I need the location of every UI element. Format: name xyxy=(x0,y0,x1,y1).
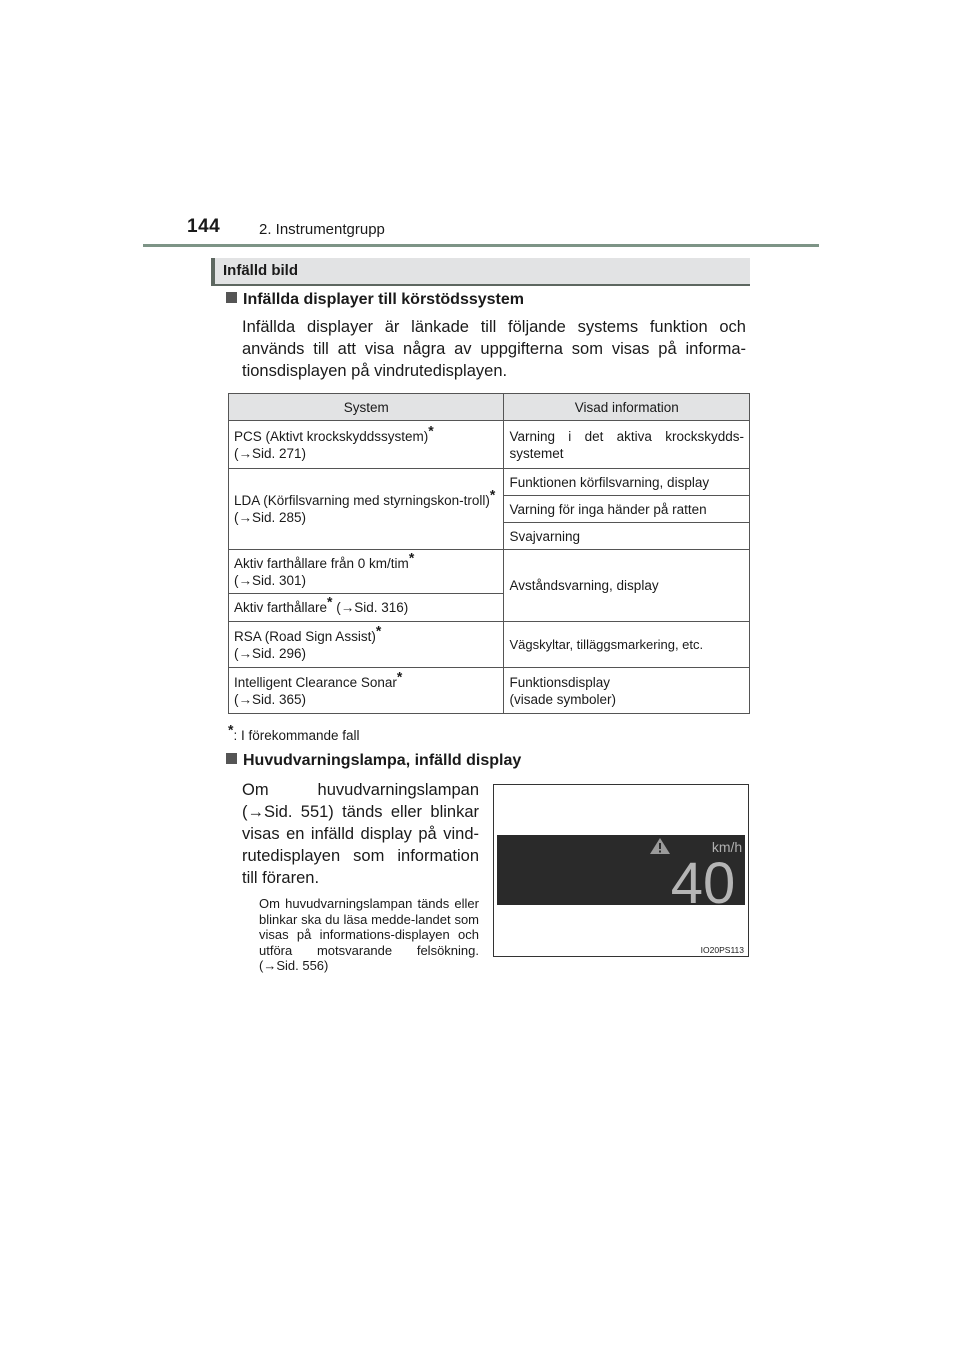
table-row xyxy=(229,668,750,714)
hud-figure xyxy=(493,784,749,957)
table-cell-info: Varning i det aktiva krockskydds-systemet xyxy=(504,421,750,469)
table-cell-system: RSA (Road Sign Assist)* (→Sid. 296) xyxy=(229,622,504,668)
table-row xyxy=(229,622,750,668)
square-bullet-icon xyxy=(226,292,237,303)
chapter-title: 2. Instrumentgrupp xyxy=(259,221,385,238)
table-cell-system: Aktiv farthållare från 0 km/tim* (→Sid. 301) xyxy=(229,550,504,594)
table-cell-info: Funktionen körfilsvarning, display xyxy=(504,469,750,496)
section-title: Infälld bild xyxy=(223,262,298,279)
master-warning-paragraph: Om huvudvarningslampan (→Sid. 551) tänds eller blinkar visas en infälld display på vind-rutedisplayen som information till föraren. xyxy=(242,781,479,887)
master-warning-note: Om huvudvarningslampan tänds eller blinkar ska du läsa medde-landet som visas på informations-displayen och utföra motsvarande felsökning. (→Sid. 556) xyxy=(259,896,479,973)
subsection-heading-1 xyxy=(226,291,524,309)
footnote: *: I förekommande fall xyxy=(228,721,360,743)
table-cell-system: Aktiv farthållare* (→Sid. 316) xyxy=(229,594,504,622)
table-cell-system: Intelligent Clearance Sonar* (→Sid. 365) xyxy=(229,668,504,714)
speed-unit: km/h xyxy=(711,839,743,855)
table-cell-info: Vägskyltar, tilläggsmarkering, etc. xyxy=(504,622,750,668)
table-header-row xyxy=(229,394,750,421)
hud-display-graphic xyxy=(497,835,745,905)
table-header-system: System xyxy=(229,394,504,421)
table-row xyxy=(229,469,750,496)
figure-code: IO20PS113 xyxy=(700,945,744,955)
table-cell-info: Varning för inga händer på ratten xyxy=(504,496,750,523)
page-number: 144 xyxy=(187,216,221,237)
table-row xyxy=(229,550,750,594)
subsection-heading-1-text: Infällda displayer till körstödssystem xyxy=(243,291,524,308)
table-cell-info: Avståndsvarning, display xyxy=(504,550,750,622)
table-header-info: Visad information xyxy=(504,394,750,421)
subsection-heading-2-text: Huvudvarningslampa, infälld display xyxy=(243,752,522,769)
header-rule xyxy=(143,244,819,247)
table-cell-info: Funktionsdisplay (visade symboler) xyxy=(504,668,750,714)
table-cell-info: Svajvarning xyxy=(504,523,750,550)
table-cell-system: PCS (Aktivt krockskyddssystem)* (→Sid. 271) xyxy=(229,421,504,469)
warning-triangle-icon xyxy=(650,838,670,854)
speed-value: 40 xyxy=(670,851,736,905)
table-row xyxy=(229,421,750,469)
intro-paragraph: Infällda displayer är länkade till följande systems funktion och används till att visa några av uppgifterna som visas på informa-tionsdisplayen på vindrutedisplayen. xyxy=(242,318,746,380)
hud-display xyxy=(497,835,745,905)
table-cell-system: LDA (Körfilsvarning med styrningskon-troll)* (→Sid. 285) xyxy=(229,469,504,550)
square-bullet-icon xyxy=(226,753,237,764)
subsection-heading-2 xyxy=(226,752,521,770)
info-table xyxy=(228,393,750,714)
section-accent xyxy=(211,258,215,284)
section-title-bar xyxy=(211,258,750,286)
